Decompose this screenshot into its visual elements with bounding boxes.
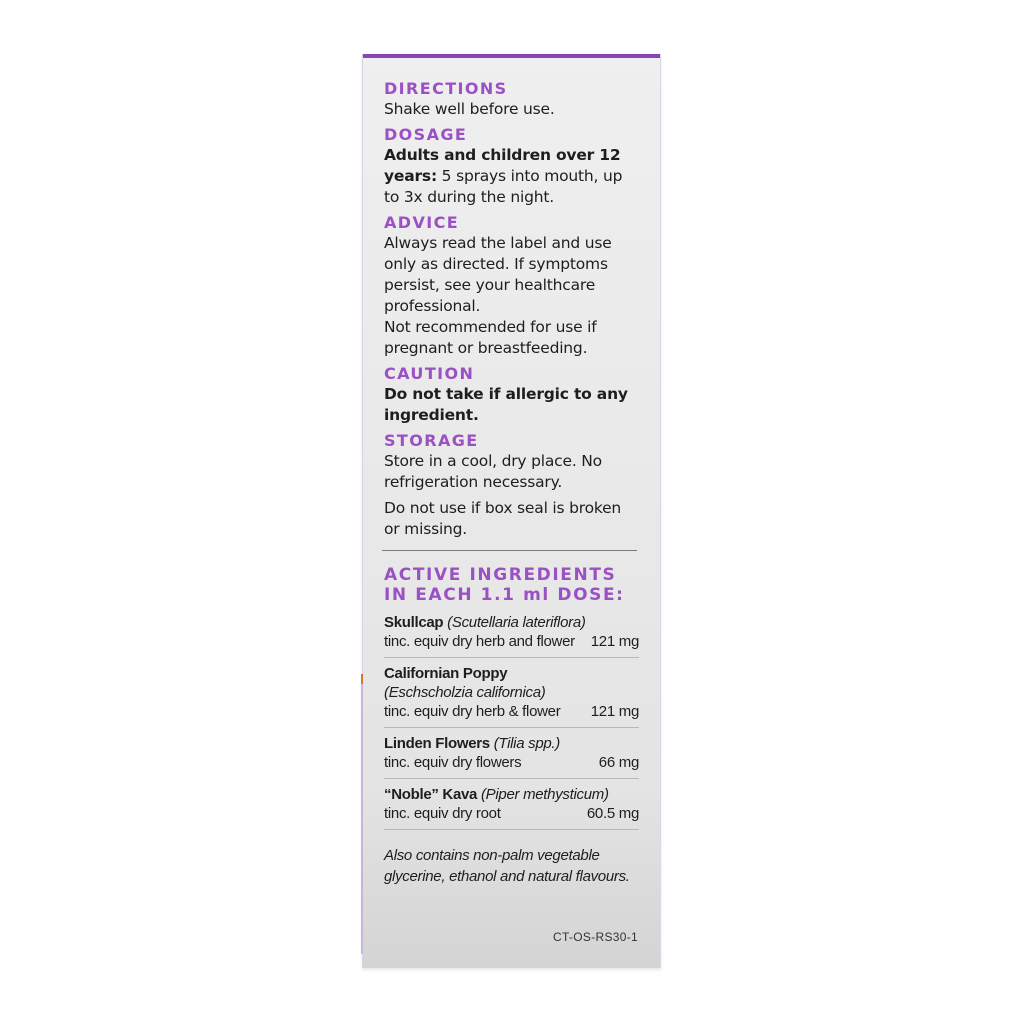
directions-text: Shake well before use. bbox=[384, 100, 555, 118]
ingredient-latin-name: (Eschscholzia californica) bbox=[384, 684, 546, 701]
left-edge-purple-mark bbox=[361, 684, 363, 954]
ingredient-amount: 121 mg bbox=[590, 633, 639, 650]
storage-text-1: Store in a cool, dry place. No refrigeration necessary. bbox=[384, 452, 602, 491]
product-code: CT-OS-RS30-1 bbox=[553, 930, 638, 944]
ingredients-heading bbox=[384, 565, 639, 605]
dosage-instructions: 5 sprays into mouth, up to 3x during the night. bbox=[384, 167, 623, 206]
storage-text-2: Do not use if box seal is broken or missing. bbox=[384, 499, 622, 538]
left-edge-orange-mark bbox=[361, 674, 363, 684]
dosage-heading: DOSAGE bbox=[384, 125, 468, 144]
advice-text-2: Not recommended for use if pregnant or breastfeeding. bbox=[384, 318, 597, 357]
dosage-bold-lead: Adults and children over 12 years: bbox=[384, 146, 621, 185]
ingredient-description: tinc. equiv dry herb and flower bbox=[384, 633, 575, 650]
top-accent-strip bbox=[363, 54, 660, 58]
caution-text: Do not take if allergic to any ingredient. bbox=[384, 385, 628, 424]
ingredient-latin-name: (Scutellaria lateriflora) bbox=[447, 614, 586, 631]
ingredient-name: Californian Poppy bbox=[384, 665, 508, 682]
storage-heading: STORAGE bbox=[384, 431, 479, 450]
ingredient-amount: 66 mg bbox=[598, 754, 639, 771]
ingredient-amount: 121 mg bbox=[590, 703, 639, 720]
ingredient-name: Linden Flowers bbox=[384, 735, 490, 752]
additional-ingredients-note: Also contains non-palm vegetable glycerine, ethanol and natural flavours. bbox=[384, 847, 630, 885]
caution-heading: CAUTION bbox=[384, 364, 475, 383]
ingredient-name: “Noble” Kava bbox=[384, 786, 478, 803]
product-box-side-panel bbox=[362, 54, 661, 968]
advice-text-1: Always read the label and use only as directed. If symptoms persist, see your healthcare professional. bbox=[384, 234, 612, 315]
directions-heading: DIRECTIONS bbox=[384, 79, 508, 98]
ingredients-heading-line-1: ACTIVE INGREDIENTS bbox=[384, 565, 617, 585]
ingredient-description: tinc. equiv dry herb & flower bbox=[384, 703, 561, 720]
ingredient-latin-name: (Tilia spp.) bbox=[493, 735, 560, 752]
ingredient-latin-name: (Piper methysticum) bbox=[480, 786, 609, 803]
ingredients-heading-line-2: IN EACH 1.1 ml DOSE: bbox=[384, 585, 625, 605]
ingredient-item bbox=[384, 664, 639, 728]
ingredient-description: tinc. equiv dry flowers bbox=[384, 754, 522, 771]
dosage-text bbox=[384, 145, 639, 208]
label-content bbox=[384, 79, 639, 902]
ingredient-name: Skullcap bbox=[384, 614, 444, 631]
ingredient-item bbox=[384, 734, 639, 779]
ingredient-description: tinc. equiv dry root bbox=[384, 805, 501, 822]
advice-heading: ADVICE bbox=[384, 213, 460, 232]
ingredient-amount: 60.5 mg bbox=[586, 805, 639, 822]
section-divider bbox=[382, 550, 637, 551]
ingredient-item bbox=[384, 785, 639, 830]
ingredient-item bbox=[384, 613, 639, 658]
